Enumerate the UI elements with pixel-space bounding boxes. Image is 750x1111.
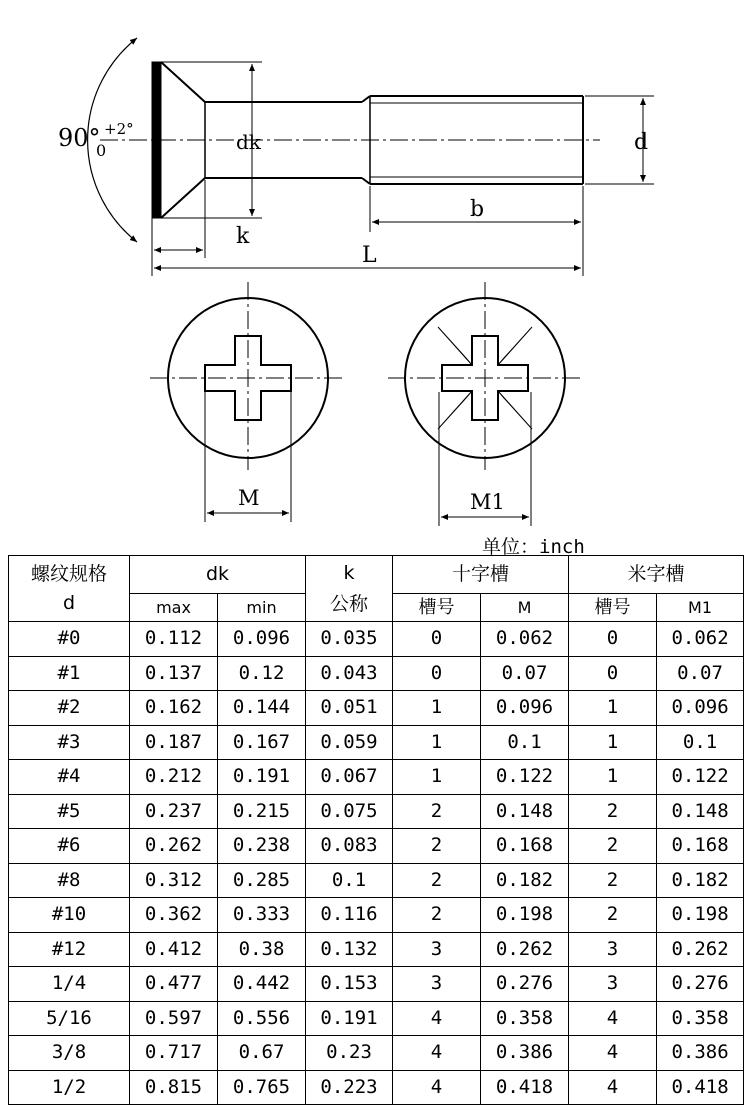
unit-label: 单位：inch: [482, 536, 585, 558]
cross-no-header: 槽号: [393, 594, 481, 622]
cell-dk-max: 0.162: [130, 691, 218, 726]
cell-dk-max: 0.597: [130, 1001, 218, 1036]
cell-d: #10: [9, 898, 130, 933]
cell-pozi-no: 2: [569, 898, 657, 933]
cell-m: 0.096: [481, 691, 569, 726]
pozidriv-spike-icon: [438, 327, 472, 365]
cell-k: 0.153: [306, 967, 393, 1002]
M1-label: M1: [470, 490, 505, 514]
k-label: k: [236, 224, 250, 249]
table-row: [9, 967, 744, 1002]
cell-cross-no: 4: [393, 1036, 481, 1071]
cell-m: 0.276: [481, 967, 569, 1002]
dk-min-header: min: [218, 594, 306, 622]
angle-tolerance-plus: +2°: [104, 120, 134, 138]
cell-k: 0.067: [306, 760, 393, 795]
k-header: k 公称: [306, 556, 393, 622]
cell-cross-no: 2: [393, 898, 481, 933]
dk-label: dk: [236, 130, 261, 154]
cell-k: 0.075: [306, 794, 393, 829]
cell-pozi-no: 2: [569, 794, 657, 829]
cell-dk-max: 0.212: [130, 760, 218, 795]
cell-dk-min: 0.167: [218, 725, 306, 760]
cell-pozi-no: 1: [569, 691, 657, 726]
cell-pozi-no: 4: [569, 1036, 657, 1071]
cell-cross-no: 2: [393, 829, 481, 864]
cell-m: 0.168: [481, 829, 569, 864]
cell-dk-max: 0.112: [130, 622, 218, 657]
d-label: d: [634, 130, 649, 155]
cell-k: 0.116: [306, 898, 393, 933]
table-row: [9, 1070, 744, 1105]
cell-k: 0.083: [306, 829, 393, 864]
screw-side-view: [100, 62, 600, 218]
cell-m: 0.198: [481, 898, 569, 933]
table-row: [9, 829, 744, 864]
cell-m: 0.418: [481, 1070, 569, 1105]
cell-k: 0.1: [306, 863, 393, 898]
cell-d: #6: [9, 829, 130, 864]
cell-k: 0.23: [306, 1036, 393, 1071]
cell-pozi-no: 4: [569, 1070, 657, 1105]
cell-dk-min: 0.238: [218, 829, 306, 864]
cell-cross-no: 4: [393, 1001, 481, 1036]
cell-cross-no: 2: [393, 863, 481, 898]
cell-cross-no: 1: [393, 760, 481, 795]
spec-header: 螺纹规格 d: [9, 556, 130, 622]
screw-spec-table: [8, 555, 744, 1105]
cell-dk-max: 0.187: [130, 725, 218, 760]
pozi-m1-header: M1: [657, 594, 744, 622]
cell-dk-min: 0.144: [218, 691, 306, 726]
cell-cross-no: 0: [393, 656, 481, 691]
cross-recess-header: 十字槽: [393, 556, 569, 594]
cell-k: 0.051: [306, 691, 393, 726]
cell-dk-max: 0.137: [130, 656, 218, 691]
cell-k: 0.035: [306, 622, 393, 657]
table-row: [9, 898, 744, 933]
pozi-no-header: 槽号: [569, 594, 657, 622]
cell-m1: 0.276: [657, 967, 744, 1002]
cell-cross-no: 2: [393, 794, 481, 829]
cell-d: #1: [9, 656, 130, 691]
angle-tolerance-base: 0: [96, 141, 107, 160]
table-row: [9, 691, 744, 726]
cell-m1: 0.358: [657, 1001, 744, 1036]
cell-m1: 0.386: [657, 1036, 744, 1071]
cell-dk-min: 0.333: [218, 898, 306, 933]
cell-d: #4: [9, 760, 130, 795]
cell-m1: 0.1: [657, 725, 744, 760]
cell-k: 0.132: [306, 932, 393, 967]
cell-m: 0.148: [481, 794, 569, 829]
cell-dk-min: 0.442: [218, 967, 306, 1002]
table-row: [9, 794, 744, 829]
cell-d: 1/2: [9, 1070, 130, 1105]
cell-k: 0.043: [306, 656, 393, 691]
cell-m: 0.07: [481, 656, 569, 691]
cell-m1: 0.198: [657, 898, 744, 933]
dk-header: dk: [130, 556, 306, 594]
cell-pozi-no: 3: [569, 967, 657, 1002]
cell-pozi-no: 0: [569, 622, 657, 657]
cell-pozi-no: 3: [569, 932, 657, 967]
cell-dk-min: 0.215: [218, 794, 306, 829]
cell-dk-max: 0.237: [130, 794, 218, 829]
cell-dk-min: 0.12: [218, 656, 306, 691]
table-row: [9, 725, 744, 760]
cell-d: #0: [9, 622, 130, 657]
table-row: [9, 932, 744, 967]
cell-m1: 0.262: [657, 932, 744, 967]
cell-cross-no: 1: [393, 691, 481, 726]
cell-k: 0.191: [306, 1001, 393, 1036]
dk-max-header: max: [130, 594, 218, 622]
cell-m: 0.1: [481, 725, 569, 760]
angle-label: 90°: [58, 124, 101, 152]
cell-k: 0.059: [306, 725, 393, 760]
cell-m1: 0.07: [657, 656, 744, 691]
cell-dk-min: 0.765: [218, 1070, 306, 1105]
cell-d: #3: [9, 725, 130, 760]
cell-dk-min: 0.556: [218, 1001, 306, 1036]
cell-m1: 0.182: [657, 863, 744, 898]
cell-m: 0.262: [481, 932, 569, 967]
cell-m: 0.182: [481, 863, 569, 898]
table-row: [9, 1036, 744, 1071]
pozidriv-spike-icon: [438, 391, 472, 429]
table-row: [9, 863, 744, 898]
cell-m1: 0.096: [657, 691, 744, 726]
cell-dk-max: 0.362: [130, 898, 218, 933]
cell-m1: 0.168: [657, 829, 744, 864]
cell-d: 3/8: [9, 1036, 130, 1071]
cell-dk-max: 0.312: [130, 863, 218, 898]
cell-dk-min: 0.191: [218, 760, 306, 795]
b-label: b: [470, 197, 485, 222]
cell-cross-no: 0: [393, 622, 481, 657]
cell-d: #5: [9, 794, 130, 829]
cell-dk-min: 0.285: [218, 863, 306, 898]
cell-dk-max: 0.815: [130, 1070, 218, 1105]
cell-dk-min: 0.096: [218, 622, 306, 657]
cell-pozi-no: 1: [569, 760, 657, 795]
cell-d: 5/16: [9, 1001, 130, 1036]
cell-pozi-no: 2: [569, 829, 657, 864]
cell-m1: 0.148: [657, 794, 744, 829]
cell-d: #2: [9, 691, 130, 726]
pozi-recess-header: 米字槽: [569, 556, 744, 594]
table-row: [9, 760, 744, 795]
table-header-row: [9, 556, 744, 594]
cell-k: 0.223: [306, 1070, 393, 1105]
cell-m1: 0.122: [657, 760, 744, 795]
cell-d: 1/4: [9, 967, 130, 1002]
pozidriv-spike-icon: [498, 327, 532, 365]
cell-m: 0.386: [481, 1036, 569, 1071]
cell-cross-no: 4: [393, 1070, 481, 1105]
cell-cross-no: 3: [393, 932, 481, 967]
cell-pozi-no: 1: [569, 725, 657, 760]
cross-m-header: M: [481, 594, 569, 622]
cell-dk-max: 0.262: [130, 829, 218, 864]
table-row: [9, 656, 744, 691]
M-label: M: [238, 486, 260, 510]
cell-pozi-no: 2: [569, 863, 657, 898]
cell-dk-min: 0.38: [218, 932, 306, 967]
table-row: [9, 1001, 744, 1036]
cell-dk-max: 0.477: [130, 967, 218, 1002]
cell-m: 0.358: [481, 1001, 569, 1036]
pozidriv-spike-icon: [498, 391, 532, 429]
cell-m1: 0.062: [657, 622, 744, 657]
table-row: [9, 622, 744, 657]
cell-pozi-no: 0: [569, 656, 657, 691]
cell-dk-max: 0.717: [130, 1036, 218, 1071]
cell-dk-max: 0.412: [130, 932, 218, 967]
cell-d: #8: [9, 863, 130, 898]
cell-pozi-no: 4: [569, 1001, 657, 1036]
cell-m: 0.062: [481, 622, 569, 657]
cell-cross-no: 3: [393, 967, 481, 1002]
cell-m1: 0.418: [657, 1070, 744, 1105]
L-label: L: [362, 243, 377, 268]
cell-cross-no: 1: [393, 725, 481, 760]
cell-m: 0.122: [481, 760, 569, 795]
cell-dk-min: 0.67: [218, 1036, 306, 1071]
cell-d: #12: [9, 932, 130, 967]
